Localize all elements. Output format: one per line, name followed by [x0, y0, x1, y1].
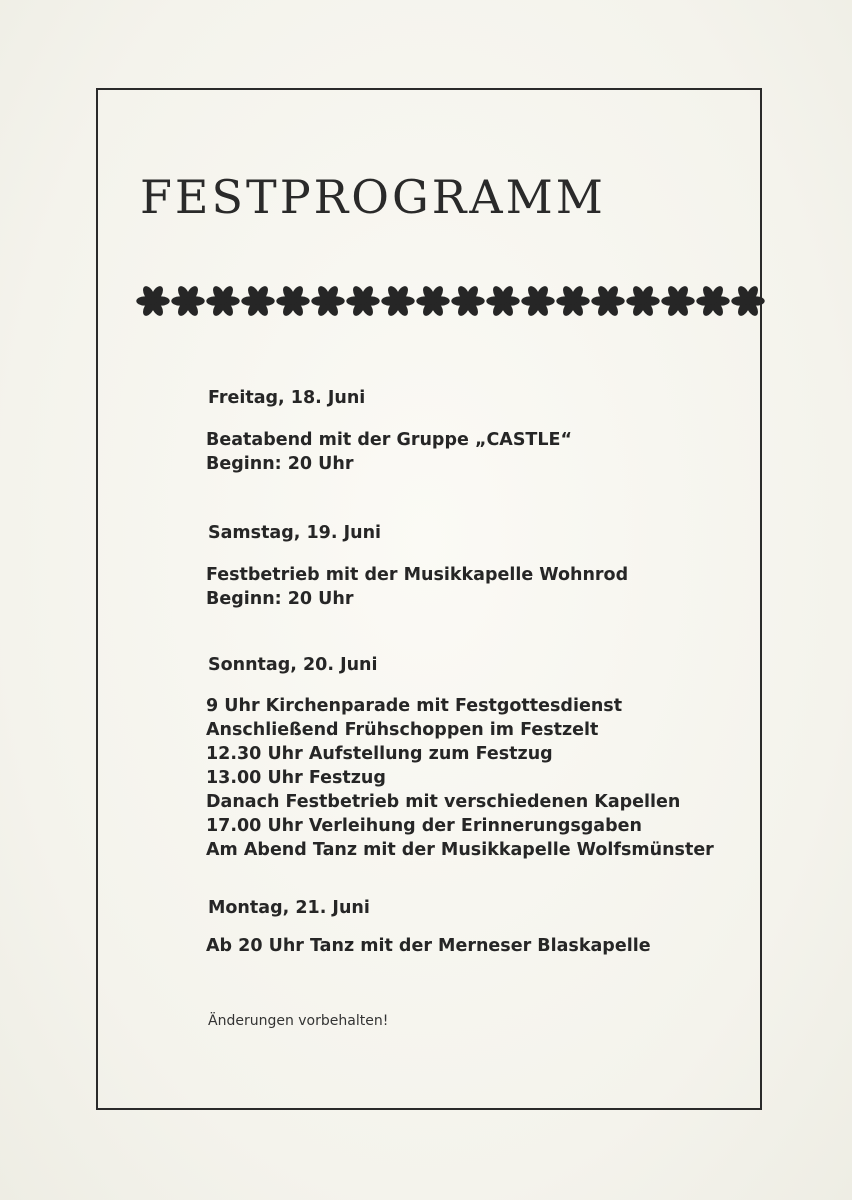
day-details-friday [206, 428, 572, 476]
event-line: Anschließend Frühschoppen im Festzelt [206, 720, 599, 740]
day-heading-monday: Montag, 21. Juni [208, 898, 370, 918]
star-ornament-icon [731, 284, 765, 318]
day-details-saturday [206, 563, 628, 611]
star-ornament-icon [311, 284, 345, 318]
page-title: FESTPROGRAMM [140, 170, 606, 224]
star-ornament-icon [241, 284, 275, 318]
event-line: 12.30 Uhr Aufstellung zum Festzug [206, 744, 553, 764]
event-line: Am Abend Tanz mit der Musikkapelle Wolfsmünster [206, 840, 714, 860]
star-ornament-icon [661, 284, 695, 318]
day-details-monday [206, 934, 651, 958]
day-heading-saturday: Samstag, 19. Juni [208, 523, 382, 543]
event-line: 13.00 Uhr Festzug [206, 768, 386, 788]
event-line: Festbetrieb mit der Musikkapelle Wohnrod [206, 565, 629, 585]
changes-note: Änderungen vorbehalten! [208, 1013, 389, 1029]
event-line: 9 Uhr Kirchenparade mit Festgottesdienst [206, 696, 623, 716]
event-line: Ab 20 Uhr Tanz mit der Merneser Blaskapelle [206, 936, 651, 956]
event-line: 17.00 Uhr Verleihung der Erinnerungsgaben [206, 816, 642, 836]
event-line: Beginn: 20 Uhr [206, 589, 354, 609]
star-divider [136, 284, 765, 318]
star-ornament-icon [136, 284, 170, 318]
day-heading-sunday: Sonntag, 20. Juni [208, 655, 378, 675]
star-ornament-icon [486, 284, 520, 318]
star-ornament-icon [591, 284, 625, 318]
star-ornament-icon [346, 284, 380, 318]
star-ornament-icon [556, 284, 590, 318]
star-ornament-icon [696, 284, 730, 318]
star-ornament-icon [451, 284, 485, 318]
event-line: Danach Festbetrieb mit verschiedenen Kapellen [206, 792, 681, 812]
event-line: Beatabend mit der Gruppe „CASTLE“ [206, 430, 572, 450]
star-ornament-icon [626, 284, 660, 318]
day-details-sunday [206, 694, 714, 862]
star-ornament-icon [276, 284, 310, 318]
star-ornament-icon [206, 284, 240, 318]
star-ornament-icon [171, 284, 205, 318]
day-heading-friday: Freitag, 18. Juni [208, 388, 366, 408]
star-ornament-icon [521, 284, 555, 318]
star-ornament-icon [381, 284, 415, 318]
event-line: Beginn: 20 Uhr [206, 454, 354, 474]
star-ornament-icon [416, 284, 450, 318]
